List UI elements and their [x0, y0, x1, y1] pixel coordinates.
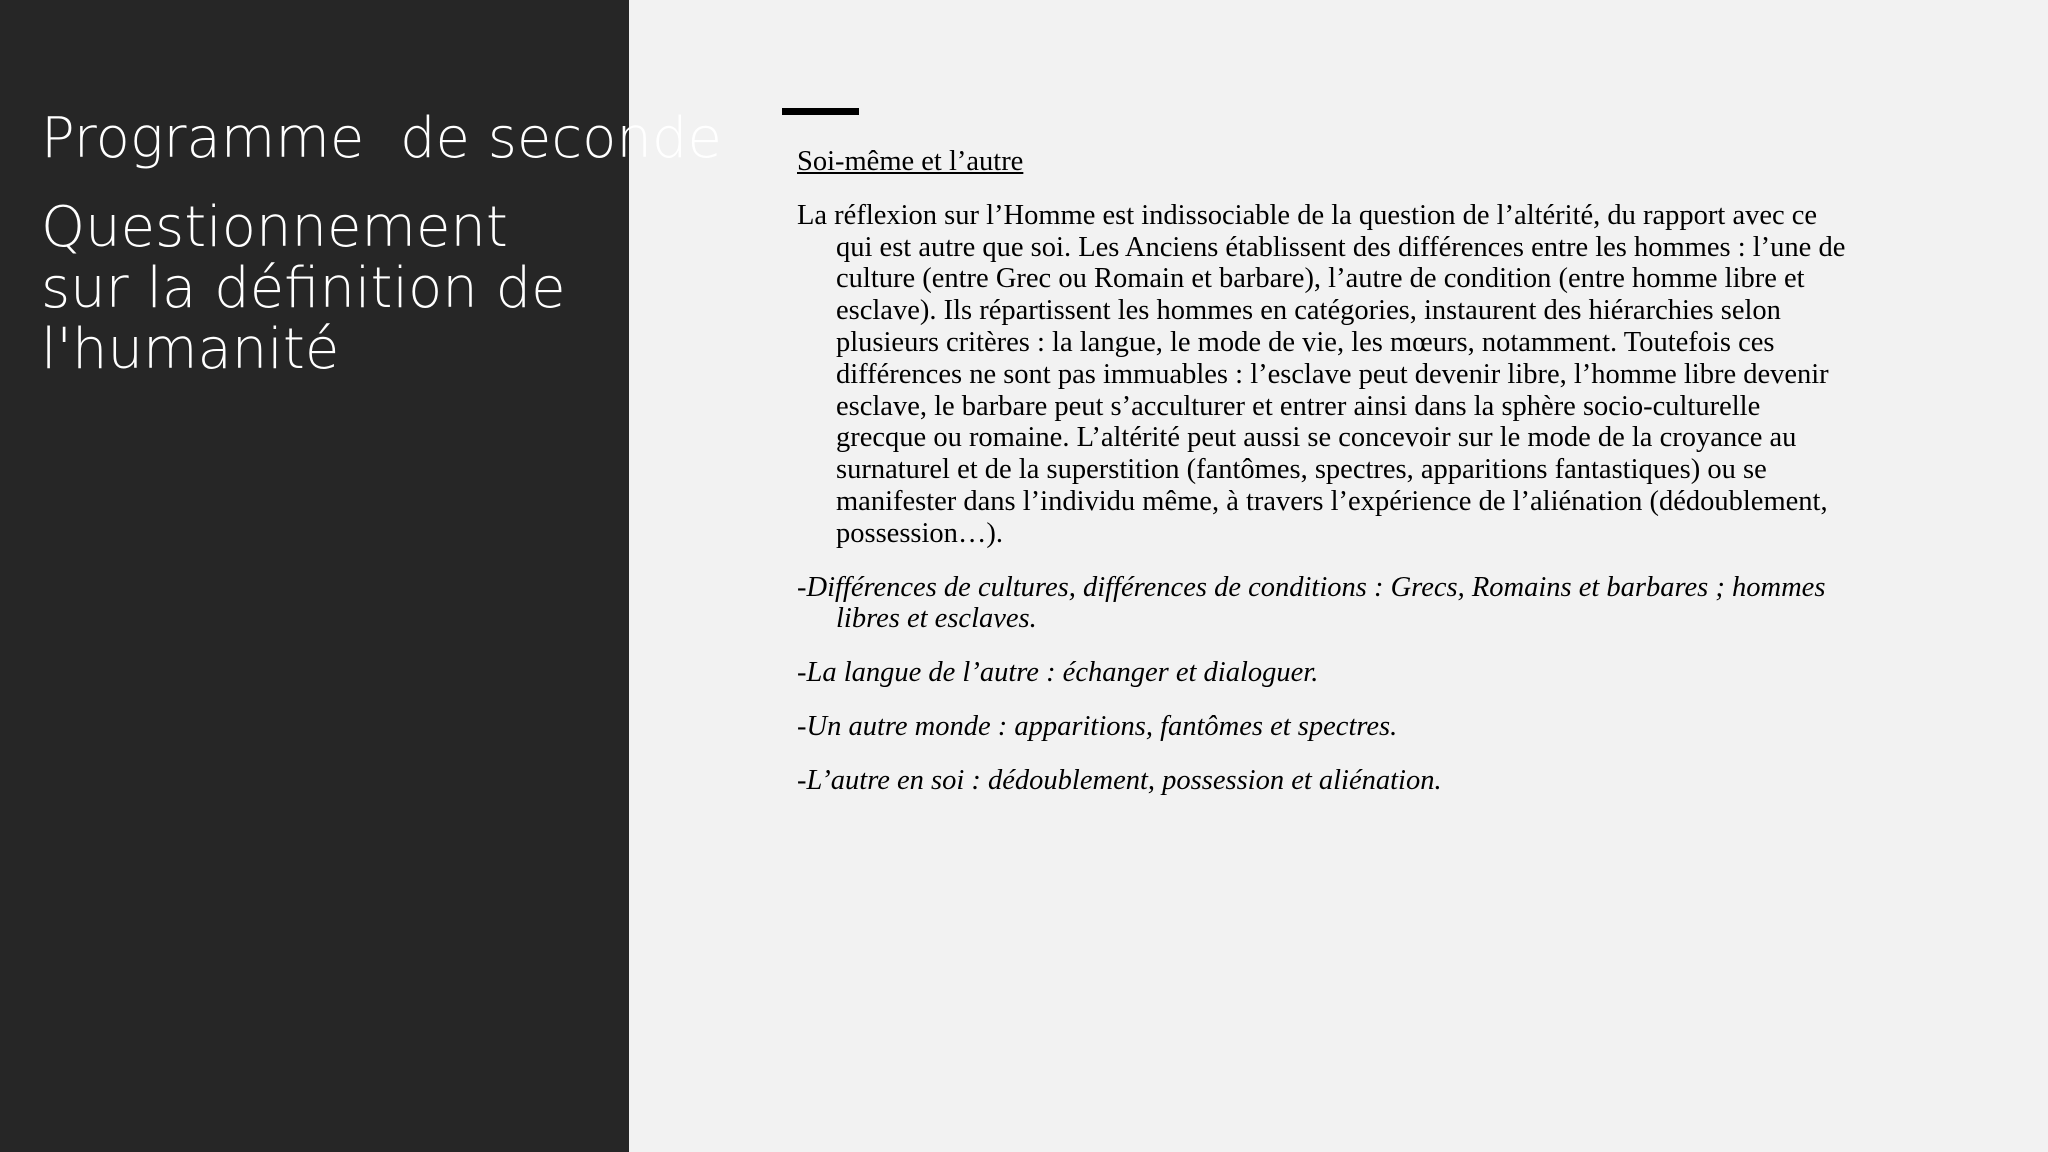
- title-line-theme: Questionnement sur la définition de l'humanité: [41, 195, 566, 382]
- list-item: -L’autre en soi : dédoublement, possession et aliénation.: [797, 764, 1442, 796]
- accent-bar: [782, 108, 859, 115]
- list-item: -La langue de l’autre : échanger et dialoguer.: [797, 657, 1319, 689]
- section-heading: Soi-même et l’autre: [797, 146, 1024, 177]
- content-body: [797, 146, 1857, 819]
- list-item: -Différences de cultures, différences de conditions : Grecs, Romains et barbares ; hommes libres et esclaves.: [797, 571, 1826, 635]
- intro-paragraph: La réflexion sur l’Homme est indissociable de la question de l’altérité, du rapport avec ce qui est autre que soi. Les Anciens établissent des différences entre les hommes : l’une de culture (entre Grec ou Romain et barbare), l’autre de condition (entre homme libre et esclave). Ils répartissent les hommes en catégories, instaurent des hiérarchies selon plusieurs critères : la langue, le mode de vie, les mœurs, notamment. Toutefois ces différences ne sont pas immuables : l’esclave peut devenir libre, l’homme libre devenir esclave, le barbare peut s’acculturer et entrer ainsi dans la sphère socio-culturelle grecque ou romaine. L’altérité peut aussi se concevoir sur le mode de la croyance au surnaturel et de la superstition (fantômes, spectres, apparitions fantastiques) ou se manifester dans l’individu même, à travers l’expérience de l’aliénation (dédoublement, possession…).: [797, 199, 1846, 549]
- slide-title: [41, 106, 722, 382]
- title-spacer: [41, 169, 601, 197]
- title-line-program: Programme de seconde: [41, 106, 722, 171]
- list-item: -Un autre monde : apparitions, fantômes et spectres.: [797, 710, 1398, 742]
- title-panel: [0, 0, 722, 1152]
